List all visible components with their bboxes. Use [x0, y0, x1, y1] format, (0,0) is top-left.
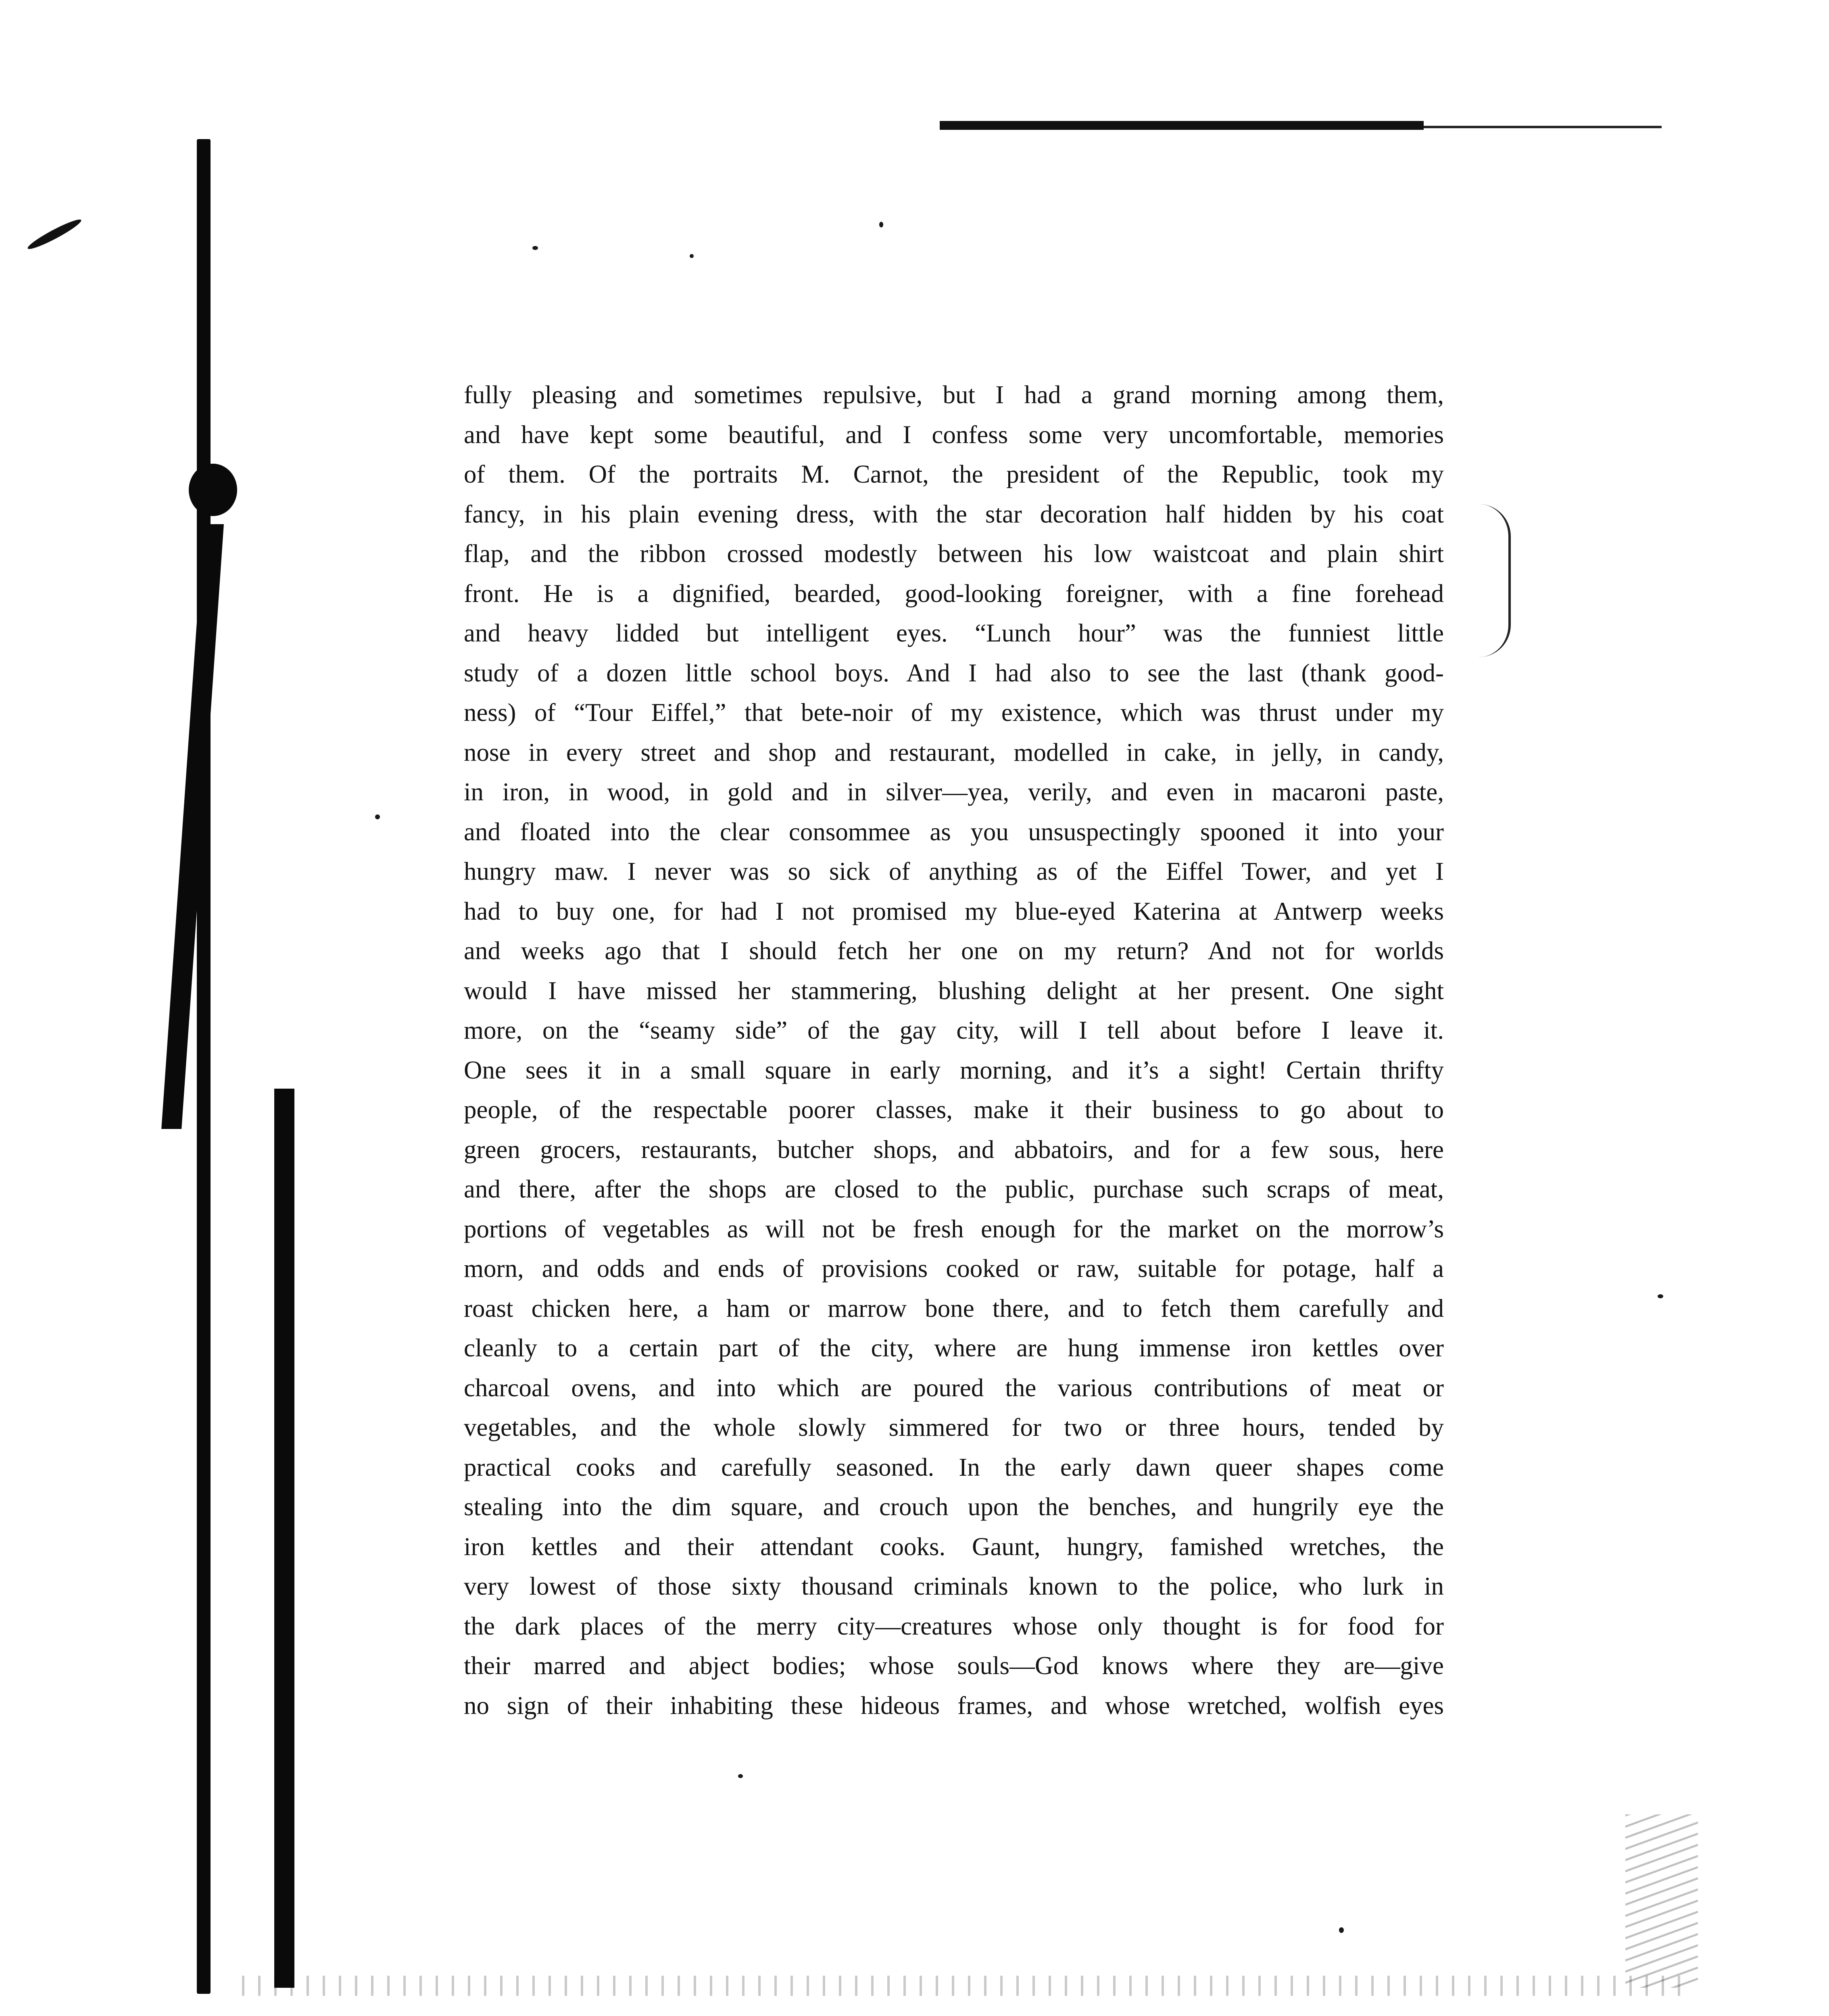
text-line: the dark places of the merry city—creatures whose only thought is for food for — [464, 1612, 1444, 1640]
text-line: nose in every street and shop and restaurant, modelled in cake, in jelly, in candy, — [464, 738, 1444, 766]
speck — [532, 246, 538, 250]
text-line: had to buy one, for had I not promised my blue-eyed Katerina at Antwerp weeks — [464, 897, 1444, 925]
text-line: stealing into the dim square, and crouch upon the benches, and hungrily eye the — [464, 1493, 1444, 1521]
text-line: and floated into the clear consommee as you unsuspectingly spooned it into your — [464, 817, 1444, 846]
text-line: cleanly to a certain part of the city, where are hung immense iron kettles over — [464, 1334, 1444, 1362]
text-line: hungry maw. I never was so sick of anything as of the Eiffel Tower, and yet I — [464, 857, 1444, 885]
text-line: and there, after the shops are closed to the public, purchase such scraps of meat, — [464, 1175, 1444, 1203]
speck — [690, 254, 694, 258]
speck — [738, 1774, 743, 1778]
text-line: flap, and the ribbon crossed modestly between his low waistcoat and plain shirt — [464, 539, 1444, 568]
text-line: and weeks ago that I should fetch her one on my return? And not for worlds — [464, 937, 1444, 965]
corner-scan-noise — [1625, 1814, 1698, 1988]
text-line: iron kettles and their attendant cooks. Gaunt, hungry, famished wretches, the — [464, 1532, 1444, 1561]
text-line: their marred and abject bodies; whose souls—God knows where they are—give — [464, 1652, 1444, 1680]
text-line: very lowest of those sixty thousand criminals known to the police, who lurk in — [464, 1572, 1444, 1600]
binding-edge-lower — [274, 1089, 294, 1988]
speck — [375, 814, 380, 819]
bottom-scan-noise — [242, 1976, 1694, 1996]
speck — [879, 222, 883, 227]
text-line: fancy, in his plain evening dress, with the star decoration half hidden by his coat — [464, 500, 1444, 528]
text-line: morn, and odds and ends of provisions cooked or raw, suitable for potage, half a — [464, 1254, 1444, 1283]
text-line: no sign of their inhabiting these hideous frames, and whose wretched, wolfish eyes — [464, 1691, 1444, 1720]
speck — [1658, 1294, 1663, 1298]
text-line: practical cooks and carefully seasoned. In the early dawn queer shapes come — [464, 1453, 1444, 1481]
text-line: green grocers, restaurants, butcher shops, and abbatoirs, and for a few sous, here — [464, 1135, 1444, 1164]
pen-mark — [26, 216, 83, 252]
top-rule-artifact — [940, 121, 1424, 130]
text-line: roast chicken here, a ham or marrow bone there, and to fetch them carefully and — [464, 1294, 1444, 1322]
text-line: charcoal ovens, and into which are poured the various contributions of meat or — [464, 1373, 1444, 1402]
text-line: vegetables, and the whole slowly simmered for two or three hours, tended by — [464, 1413, 1444, 1441]
text-line: fully pleasing and sometimes repulsive, but I had a grand morning among them, — [464, 381, 1444, 409]
text-line: more, on the “seamy side” of the gay city, will I tell about before I leave it. — [464, 1016, 1444, 1044]
binding-knob — [189, 464, 237, 516]
binding-edge — [197, 139, 211, 1994]
binding-edge-taper — [161, 524, 224, 1129]
text-line: of them. Of the portraits M. Carnot, the president of the Republic, took my — [464, 460, 1444, 488]
text-line: people, of the respectable poorer classes, make it their business to go about to — [464, 1095, 1444, 1124]
text-line: study of a dozen little school boys. And I had also to see the last (thank good- — [464, 658, 1444, 687]
text-line: ness) of “Tour Eiffel,” that bete-noir of my existence, which was thrust under my — [464, 698, 1444, 727]
text-line: and have kept some beautiful, and I confess some very uncomfortable, memories — [464, 420, 1444, 449]
text-line: front. He is a dignified, bearded, good-looking foreigner, with a fine forehead — [464, 579, 1444, 608]
speck — [1339, 1927, 1344, 1933]
body-text — [464, 375, 1444, 1725]
top-rule-thin-artifact — [1424, 126, 1662, 128]
margin-bracket-mark — [1460, 504, 1511, 657]
text-line: in iron, in wood, in gold and in silver—yea, verily, and even in macaroni paste, — [464, 778, 1444, 806]
text-line: and heavy lidded but intelligent eyes. “Lunch hour” was the funniest little — [464, 619, 1444, 647]
text-line: One sees it in a small square in early morning, and it’s a sight! Certain thrifty — [464, 1056, 1444, 1084]
text-line: portions of vegetables as will not be fresh enough for the market on the morrow’s — [464, 1214, 1444, 1243]
text-line: would I have missed her stammering, blushing delight at her present. One sight — [464, 976, 1444, 1005]
